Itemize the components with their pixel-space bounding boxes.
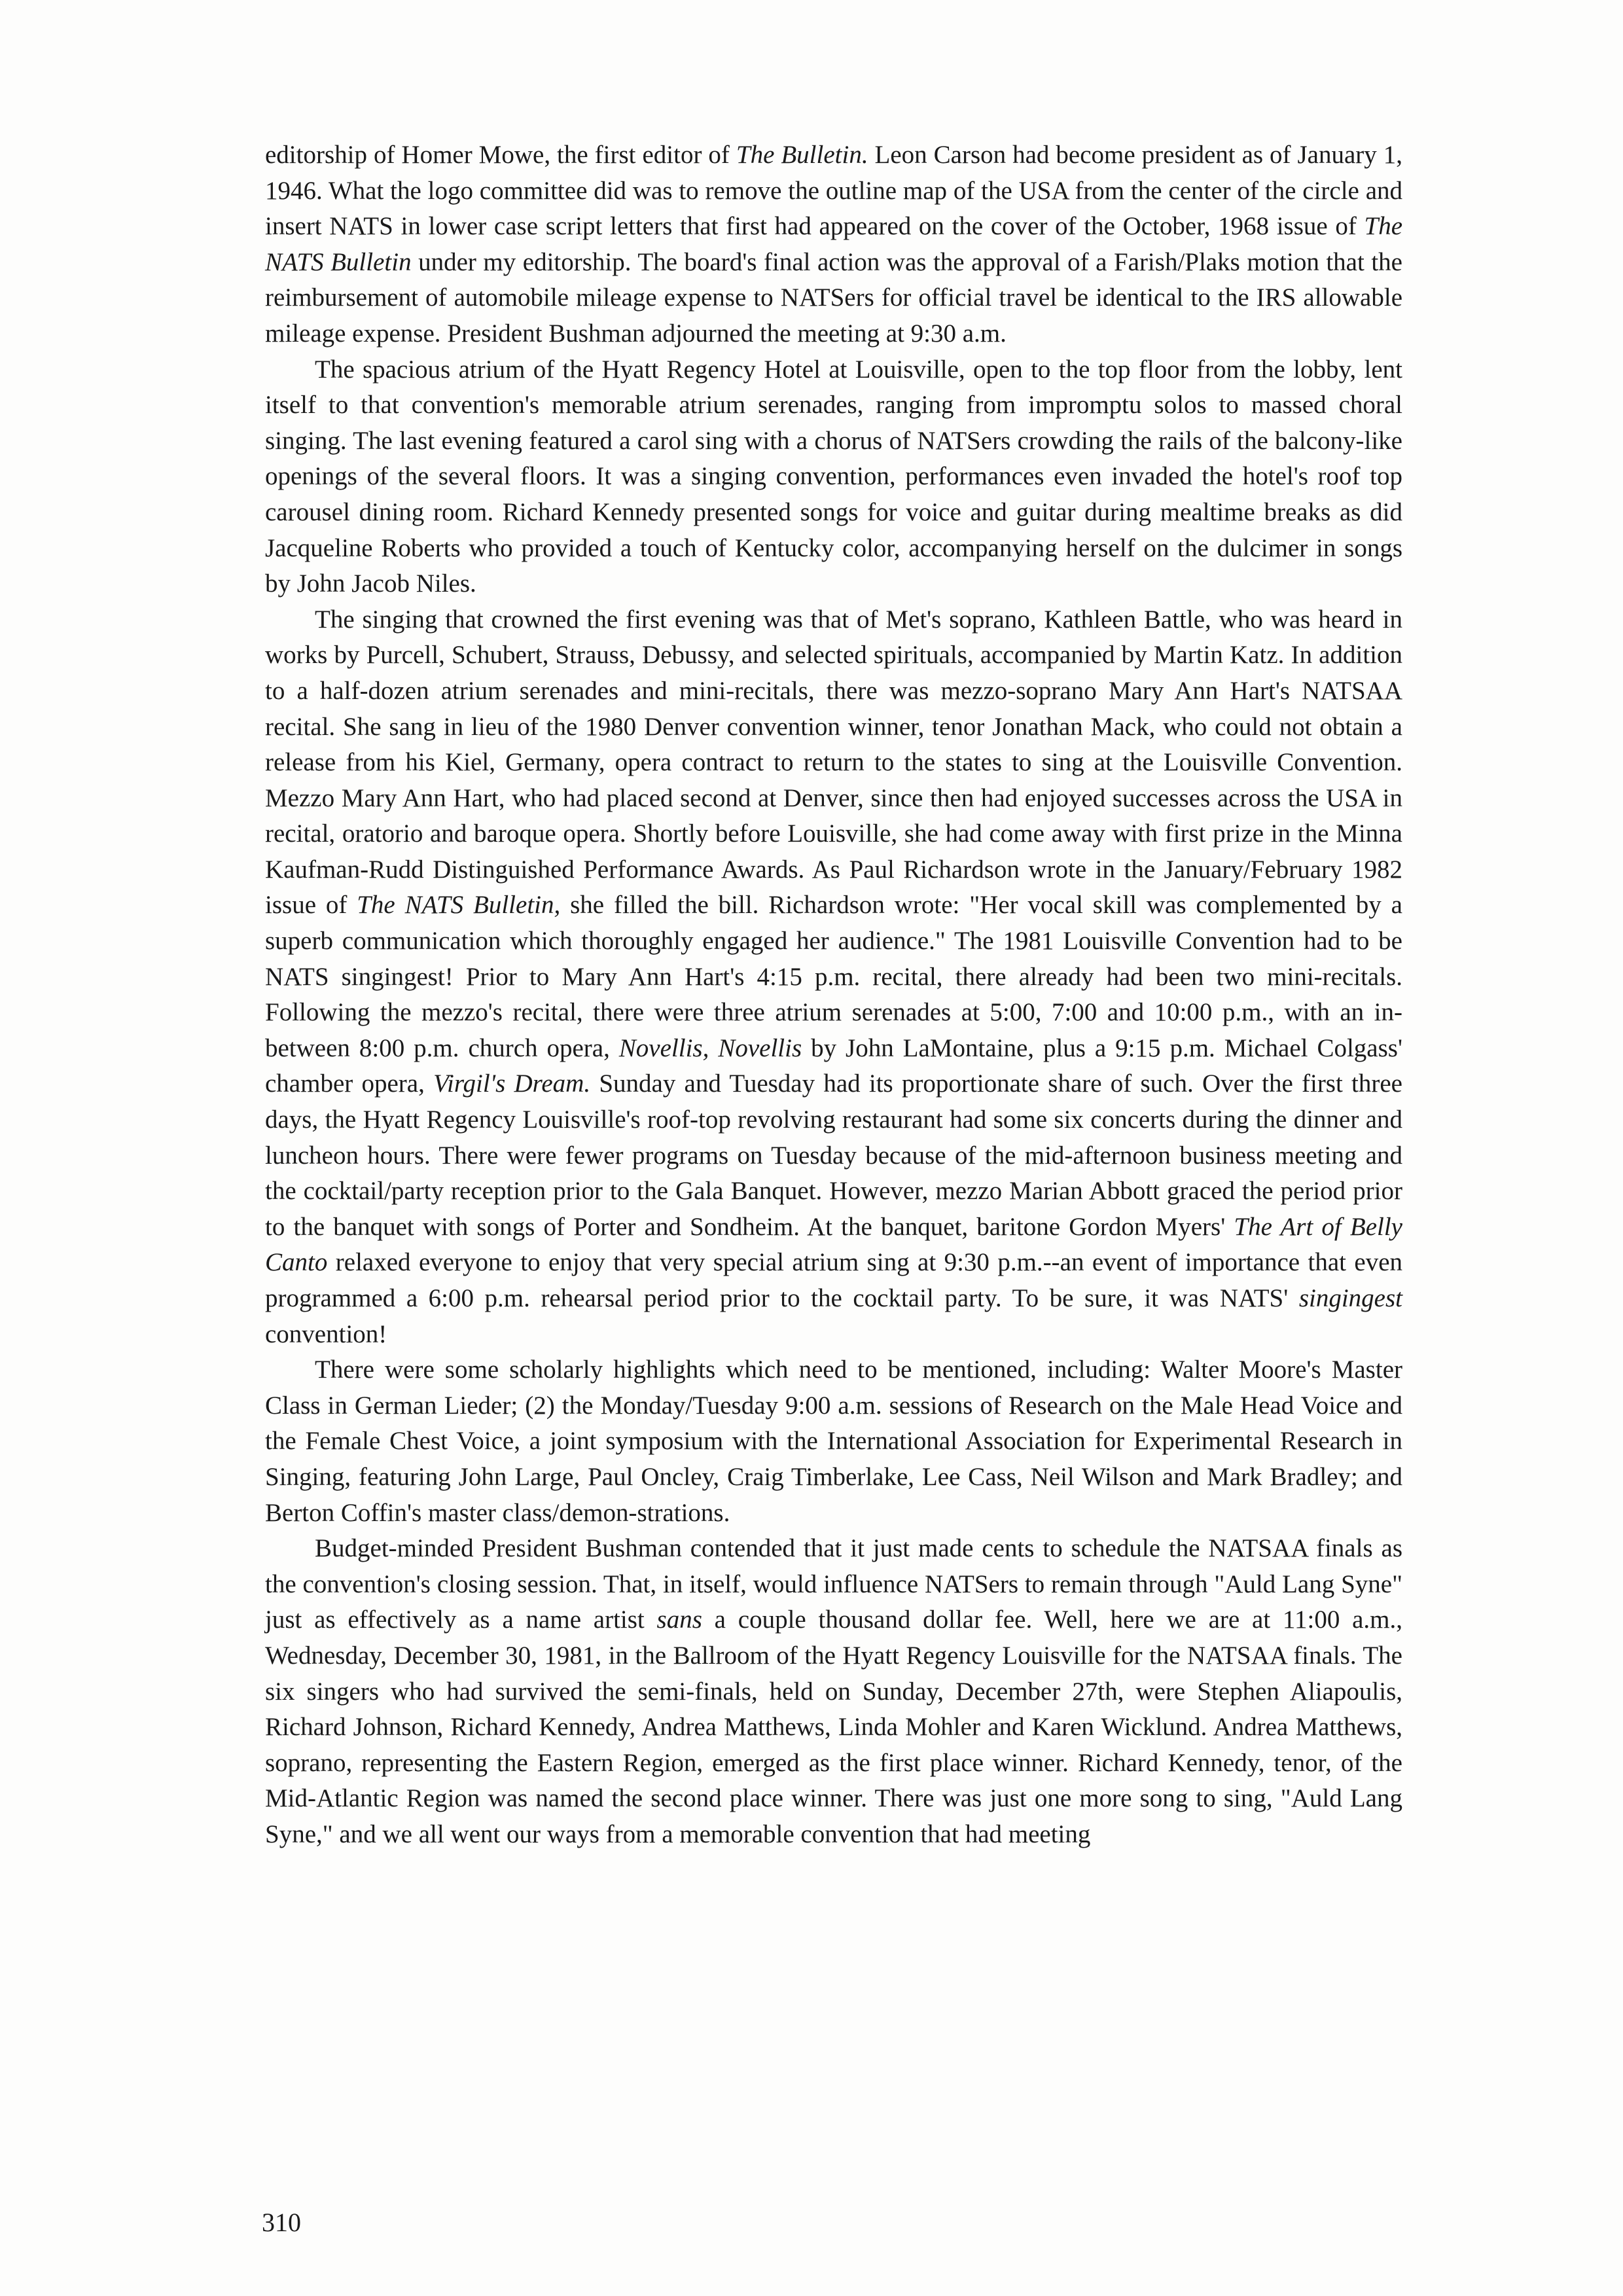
text-run: she filled the bill. Richardson wrote: "Her vocal skill was complemented by a superb communication which thoroughly engaged her audience." The 1981 Louisville Convention had to be NATS singingest! Prior to Mary Ann Hart's 4:15 p.m. recital, there already had been two mini-recitals. Following the mezzo's recital, there were three atrium serenades at 5:00, 7:00 and 10:00 p.m., with an in-between 8:00 p.m. church opera, — [265, 891, 1402, 1062]
italic-text-run: The NATS Bulletin — [265, 212, 1402, 276]
text-run: convention! — [265, 1319, 387, 1348]
text-run: editorship of Homer Mowe, the first editor of — [265, 141, 736, 169]
text-run: under my editorship. The board's final action was the approval of a Farish/Plaks motion that the reimbursement of automobile mileage expense to NATSers for official travel be identical to the IRS allowable mileage expense. President Bushman adjourned the meeting at 9:30 a.m. — [265, 247, 1402, 348]
text-run: Sunday and Tuesday had its proportionate share of such. Over the first three days, the Hyatt Regency Louisville's roof-top revolving restaurant had some six concerts during the dinner and luncheon hours. There were fewer programs on Tuesday because of the mid-afternoon business meeting and the cocktail/party reception prior to the Gala Banquet. However, mezzo Marian Abbott graced the period prior to the banquet with songs of Porter and Sondheim. At the banquet, baritone Gordon Myers' — [265, 1069, 1402, 1241]
paragraph — [265, 137, 1402, 352]
paragraph — [265, 1531, 1402, 1852]
italic-text-run: singingest — [1298, 1284, 1402, 1312]
italic-text-run: Virgil's Dream. — [433, 1069, 591, 1098]
italic-text-run: Novellis, Novellis — [618, 1033, 802, 1062]
text-run: The singing that crowned the first evening was that of Met's soprano, Kathleen Battle, who was heard in works by Purcell, Schubert, Strauss, Debussy, and selected spirituals, accompanied by Martin Katz. In addition to a half-dozen atrium serenades and mini-recitals, there was mezzo-soprano Mary Ann Hart's NATSAA recital. She sang in lieu of the 1980 Denver convention winner, tenor Jonathan Mack, who could not obtain a release from his Kiel, Germany, opera contract to return to the states to sing at the Louisville Convention. Mezzo Mary Ann Hart, who had placed second at Denver, since then had enjoyed successes across the USA in recital, oratorio and baroque opera. Shortly before Louisville, she had come away with first prize in the Minna Kaufman-Rudd Distinguished Performance Awards. As Paul Richardson wrote in the January/February 1982 issue of — [265, 605, 1402, 920]
text-run: a couple thousand dollar fee. Well, here we are at 11:00 a.m., Wednesday, December 30, 1981, in the Ballroom of the Hyatt Regency Louisville for the NATSAA finals. The six singers who had survived the semi-finals, held on Sunday, December 27th, were Stephen Aliapoulis, Richard Johnson, Richard Kennedy, Andrea Matthews, Linda Mohler and Karen Wicklund. Andrea Matthews, soprano, representing the Eastern Region, emerged as the first place winner. Richard Kennedy, tenor, of the Mid-Atlantic Region was named the second place winner. There was just one more song to sing, "Auld Lang Syne," and we all went our ways from a memorable convention that had meeting — [265, 1605, 1402, 1848]
paragraph — [265, 1352, 1402, 1531]
text-run: The spacious atrium of the Hyatt Regency Hotel at Louisville, open to the top floor from the lobby, lent itself to that convention's memorable atrium serenades, ranging from impromptu solos to massed choral singing. The last evening featured a carol sing with a chorus of NATSers crowding the rails of the balcony-like openings of the several floors. It was a singing convention, performances even invaded the hotel's roof top carousel dining room. Richard Kennedy presented songs for voice and guitar during mealtime breaks as did Jacqueline Roberts who provided a touch of Kentucky color, accompanying herself on the dulcimer in songs by John Jacob Niles. — [265, 355, 1402, 598]
italic-text-run: sans — [656, 1605, 702, 1634]
italic-text-run: The NATS Bulletin, — [357, 891, 561, 920]
text-run: Budget-minded President Bushman contended that it just made cents to schedule the NATSAA finals as the convention's closing session. That, in itself, would influence NATSers to remain through "Auld Lang Syne" just as effectively as a name artist — [265, 1534, 1402, 1634]
text-run: relaxed everyone to enjoy that very special atrium sing at 9:30 p.m.--an event of importance that even programmed a 6:00 p.m. rehearsal period prior to the cocktail party. To be sure, it was NATS' — [265, 1248, 1402, 1312]
text-run: Leon Carson had become president as of January 1, 1946. What the logo committee did was to remove the outline map of the USA from the center of the circle and insert NATS in lower case script letters that first had appeared on the cover of the October, 1968 issue of — [265, 141, 1402, 241]
text-run: There were some scholarly highlights which need to be mentioned, including: Walter Moore's Master Class in German Lieder; (2) the Monday/Tuesday 9:00 a.m. sessions of Research on the Male Head Voice and the Female Chest Voice, a joint symposium with the International Association for Experimental Research in Singing, featuring John Large, Paul Oncley, Craig Timberlake, Lee Cass, Neil Wilson and Mark Bradley; and Berton Coffin's master class/demon-strations. — [265, 1355, 1402, 1527]
paragraph — [265, 352, 1402, 602]
page-number: 310 — [262, 2208, 301, 2237]
text-run: by John LaMontaine, plus a 9:15 p.m. Michael Colgass' chamber opera, — [265, 1033, 1402, 1098]
body-text — [265, 137, 1402, 1853]
paragraph — [265, 602, 1402, 1352]
italic-text-run: The Art of Belly Canto — [265, 1212, 1402, 1277]
italic-text-run: The Bulletin. — [736, 141, 868, 169]
